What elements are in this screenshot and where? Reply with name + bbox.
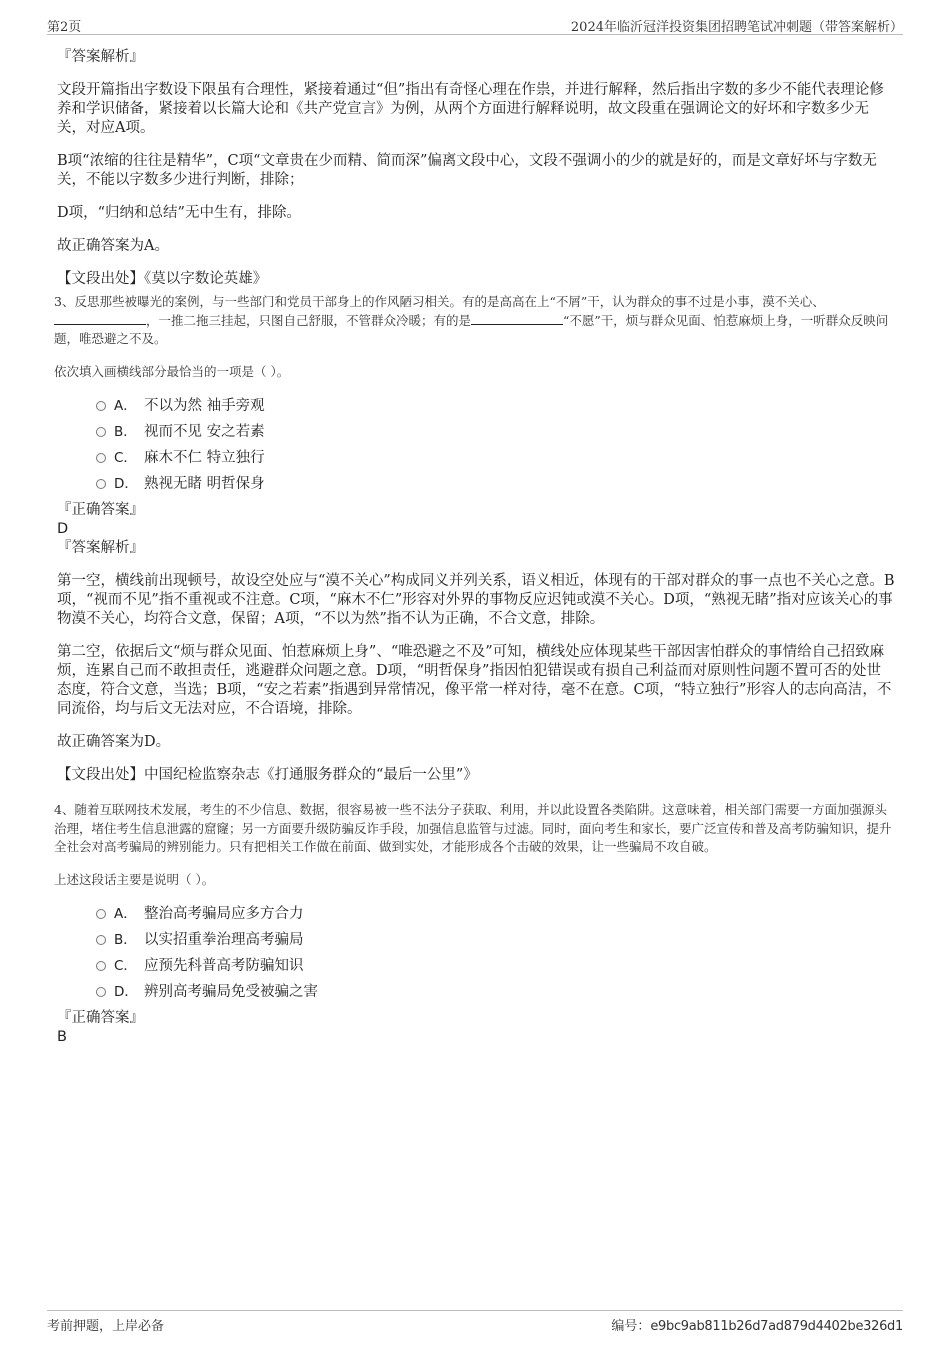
q3-analysis-p2: 第二空，依据后文“烦与群众见面、怕惹麻烦上身”、“唯恐避之不及”可知，横线处应体现某些干部因害怕群众的事情给自己招致麻烦，连累自己而不敢担责任，逃避群众问题之意。D项，“明哲保身”指因怕犯错误或有损自己利益而对原则性问题不置可否的处世态度，符合文意，当选；B项，“安之若素”指遇到异常情况，像平常一样对待，毫不在意。C项，“特立独行”形容人的志向高洁，不同流俗，均与后文无法对应，不合语境，排除。 [57, 644, 892, 717]
page-footer [47, 1310, 903, 1335]
option-text: 整治高考骗局应多方合力 [144, 906, 304, 922]
q3-analysis-title: 『答案解析』 [57, 540, 144, 556]
q3-prompt: 依次填入画横线部分最恰当的一项是（ ）。 [54, 363, 290, 379]
q4-option-c[interactable] [96, 953, 895, 979]
option-text: 视而不见 安之若素 [144, 424, 265, 440]
q4-option-a[interactable] [96, 901, 895, 927]
q4-option-b[interactable] [96, 927, 895, 953]
option-text: 以实招重拳治理高考骗局 [144, 932, 304, 948]
q3-stem-part-b: ，一推二拖三挂起，只图自己舒服，不管群众冷暖；有的是 [146, 312, 472, 328]
radio-icon[interactable] [96, 987, 106, 997]
radio-icon[interactable] [96, 427, 106, 437]
q3-stem [54, 293, 895, 349]
q2-analysis-p2: B项“浓缩的往往是精华”，C项“文章贵在少而精、简而深”偏离文段中心，文段不强调小的少的就是好的，而是文章好坏与字数无关，不能以字数多少进行判断，排除； [57, 153, 877, 188]
q3-blank-1 [54, 312, 146, 325]
option-letter: B． [114, 424, 137, 440]
q2-analysis-title: 『答案解析』 [57, 49, 144, 65]
option-text: 辨别高考骗局免受被骗之害 [144, 984, 318, 1000]
q4-options [57, 901, 895, 1005]
q4-answer-title: 『正确答案』 [57, 1010, 144, 1026]
footer-slogan: 考前押题，上岸必备 [47, 1319, 165, 1334]
option-letter: D． [114, 984, 138, 1000]
q3-answer-title: 『正确答案』 [57, 502, 144, 518]
option-letter: A． [114, 398, 137, 414]
radio-icon[interactable] [96, 935, 106, 945]
q3-blank-2 [471, 312, 563, 325]
q4-option-d[interactable] [96, 979, 895, 1005]
q3-analysis-p3: 故正确答案为D。 [57, 734, 171, 750]
q3-option-a[interactable] [96, 393, 895, 419]
q3-option-d[interactable] [96, 471, 895, 497]
code-value: e9bc9ab811b26d7ad879d4402be326d1 [650, 1319, 903, 1334]
radio-icon[interactable] [96, 479, 106, 489]
option-text: 不以为然 袖手旁观 [144, 398, 265, 414]
option-letter: A． [114, 906, 137, 922]
radio-icon[interactable] [96, 909, 106, 919]
q3-stem-part-c: “不愿”干，烦与群众见面、怕惹麻烦上身，一听群众反映问题，唯恐避之不及。 [54, 312, 889, 346]
code-label: 编号： [611, 1319, 651, 1334]
document-code [611, 1315, 903, 1334]
document-title: 2024年临沂冠洋投资集团招聘笔试冲刺题（带答案解析） [570, 20, 903, 35]
option-letter: D． [114, 476, 138, 492]
q2-analysis-p1: 文段开篇指出字数设下限虽有合理性，紧接着通过“但”指出有奇怪心理在作祟，并进行解释，然后指出字数的多少不能代表理论修养和学识储备，紧接着以长篇大论和《共产党宣言》为例，从两个方面进行解释说明，故文段重在强调论文的好坏和字数多少无关，对应A项。 [57, 82, 884, 136]
radio-icon[interactable] [96, 453, 106, 463]
q3-stem-part-a: 3、反思那些被曝光的案例，与一些部门和党员干部身上的作风陋习相关。有的是高高在上“不屑”干，认为群众的事不过是小事，漠不关心、 [54, 294, 825, 309]
q2-source: 【文段出处】《莫以字数论英雄》 [57, 271, 268, 287]
q4-prompt: 上述这段话主要是说明（ ）。 [54, 871, 215, 887]
document-body [54, 46, 895, 1047]
option-letter: C． [114, 450, 137, 466]
q2-analysis-p3: D项，“归纳和总结”无中生有，排除。 [57, 205, 301, 221]
page-number: 第2页 [47, 20, 82, 35]
q3-analysis-p1: 第一空，横线前出现顿号，故设空处应与“漠不关心”构成同义并列关系，语义相近，体现有的干部对群众的事一点也不关心之意。B项，“视而不见”指不重视或不注意。C项，“麻木不仁”形容对外界的事物反应迟钝或漠不关心。D项，“熟视无睹”指对应该关心的事物漠不关心，均符合文意，保留；A项，“不以为然”指不认为正确，不合文意，排除。 [57, 573, 895, 627]
option-letter: B． [114, 932, 137, 948]
option-letter: C． [114, 958, 137, 974]
q3-option-c[interactable] [96, 445, 895, 471]
q2-analysis-p4: 故正确答案为A。 [57, 238, 169, 254]
radio-icon[interactable] [96, 401, 106, 411]
option-text: 麻木不仁 特立独行 [144, 450, 265, 466]
q4-answer: B [57, 1029, 67, 1045]
radio-icon[interactable] [96, 961, 106, 971]
q3-source: 【文段出处】中国纪检监察杂志《打通服务群众的“最后一公里”》 [57, 767, 478, 783]
option-text: 应预先科普高考防骗知识 [144, 958, 304, 974]
q3-option-b[interactable] [96, 419, 895, 445]
q3-answer: D [57, 521, 69, 537]
option-text: 熟视无睹 明哲保身 [144, 476, 265, 492]
page-header [47, 14, 903, 35]
q4-stem: 4、随着互联网技术发展，考生的不少信息、数据，很容易被一些不法分子获取、利用，并以此设置各类陷阱。这意味着，相关部门需要一方面加强源头治理，堵住考生信息泄露的窟窿；另一方面要升级防骗反诈手段，加强信息监管与过滤。同时，面向考生和家长，要广泛宣传和普及高考防骗知识，提升全社会对高考骗局的辨别能力。只有把相关工作做在前面、做到实处，才能形成各个击破的效果，让一些骗局不攻自破。 [54, 802, 892, 854]
q3-options [57, 393, 895, 497]
